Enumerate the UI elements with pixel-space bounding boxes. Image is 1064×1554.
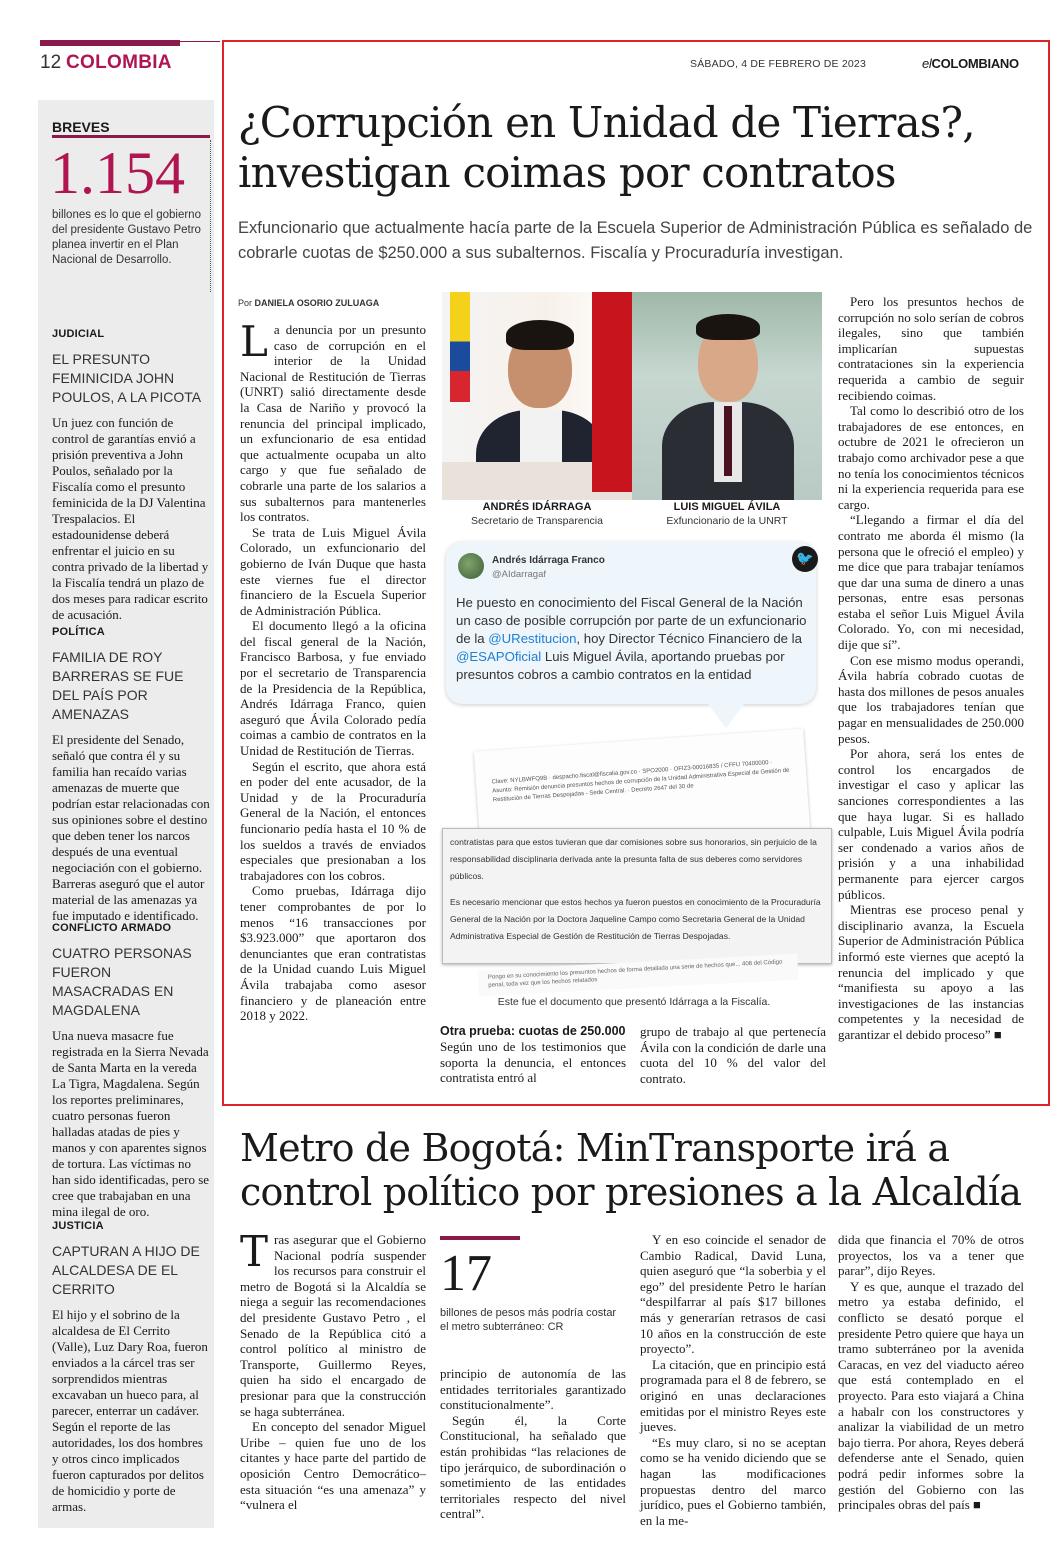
byline-author: DANIELA OSORIO ZULUAGA	[254, 298, 380, 308]
subhead-column	[440, 1024, 626, 1086]
tweet-author-name: Andrés Idárraga Franco	[492, 555, 605, 566]
brief-judicial	[52, 328, 210, 623]
tweet-text-part: Luis Miguel Ávila, aportando pruebas por presuntos cobros a cambio contratos en la entidad	[456, 649, 785, 682]
tweet-author-handle: @AIdarragaf	[492, 569, 547, 580]
photo-figure-hair	[696, 314, 760, 340]
tweet-tail	[708, 704, 744, 728]
article2-column-2	[440, 1366, 626, 1522]
tweet-text-part: He puesto en conocimiento del Fiscal General de la Nación un caso de posible corrupción por parte de un exfuncionario de la	[456, 595, 807, 646]
article2-column-4	[838, 1232, 1024, 1513]
header-accent-bar	[40, 40, 180, 46]
paragraph: grupo de trabajo al que pertenecía Ávila con la condición de darle una cuota del 10 % del valor del contrato.	[640, 1024, 826, 1086]
paragraph: Como pruebas, Idárraga dijo tener comprobantes de por lo menos “16 transacciones por $3.923.000” que aportaron dos denunciantes que eran contratistas de la Unidad cuando Luis Miguel Ávila trabajaba como asesor financiero y de planeación entre 2018 y 2022.	[240, 883, 426, 1024]
paragraph: El documento llegó a la oficina del fiscal general de la Nación, Francisco Barbosa, y fue enviado por el secretario de Transparencia de la Presidencia de la República, Andrés Idárraga Franco, quien aseguró que Ávila Colorado pedía coimas a cambio de contratos en la Unidad de Restitución de Tierras.	[240, 618, 426, 759]
paragraph: Según el escrito, que ahora está en poder del ente acusador, de la Unidad y de la Procuraduría General de la Nación, el entonces funcionario pedía hasta el 10 % de los sueldos a través de enviados especiales que presionaban a los trabajadores con los cobros.	[240, 758, 426, 883]
sidebar-breves	[38, 100, 214, 1528]
photo-caption-role-1: Secretario de Transparencia	[471, 515, 603, 527]
document-caption: Este fue el documento que presentó Idárraga a la Fiscalía.	[497, 996, 771, 1008]
masthead-name: COLOMBIANO	[931, 56, 1019, 71]
photo-red-banner	[592, 292, 632, 492]
paragraph: ras asegurar que el Gobierno Nacional podría suspender los recursos para construir el metro de Bogotá si la Alcaldía se niega a seguir las recomendaciones del presidente Gustavo Petro , el Senado de la República citó a control político al ministro de Transporte, Guillermo Reyes, quien ha sido el encargado de presionar para que la construcción se haga subterránea.	[240, 1232, 426, 1419]
sidebar-big-number: 1.154	[50, 140, 185, 206]
paragraph: a denuncia por un presunto caso de corrupción en el interior de la Unidad Nacional de Restitución de Tierras (UNRT) salió directamente desde la Casa de Nariño y provocó la renuncia del principal implicado, un exfuncionario de esa entidad que actualmente ocupaba un alto cargo y que fue señalado de cobrarle una parte de los salarios a sus subalternos para mantenerles los contratos.	[240, 322, 426, 525]
article-column-3	[838, 294, 1024, 1043]
paragraph: En concepto del senador Miguel Uribe – quien fue uno de los citantes y hace parte del partido de oposición Centro Democrático– esta situación “es una amenaza” y “vulnera el	[240, 1419, 426, 1513]
paragraph: Según uno de los testimonios que soporta la denuncia, el entonces contratista entró al	[440, 1039, 626, 1086]
document-scan-back-text: Clave: NYLBWFQ9B · despacho.fiscal@fiscalia.gov.co · SPO2000 · OFIZ3-00016835 / CFFU 70400000 · Asunto: Remisión denuncia presuntos hechos de corrupción de la Unidad Administrativa Especial de Gestión de Restitución de Tierras Despojadas - Sede Central. · Decreto 2647 del 30 de	[491, 759, 790, 804]
twitter-bird-icon: 🐦	[792, 546, 818, 572]
document-scan-excerpt-text	[450, 834, 822, 945]
drop-cap: L	[240, 317, 268, 366]
tweet-avatar	[458, 553, 484, 579]
article2-column-1	[240, 1227, 426, 1513]
tweet-mention: @ESAPOficial	[456, 649, 542, 664]
paragraph: Mientras ese proceso penal y disciplinario avanza, la Escuela Superior de Administración Pública informó este viernes que aceptó la renuncia del implicado y que “manifiesta su apoyo a las investigaciones de las instancias competentes y la necesidad de garantizar el debido proceso” ■	[838, 902, 1024, 1042]
brief-heading: EL PRESUNTO FEMINICIDA JOHN POULOS, A LA PICOTA	[52, 351, 202, 405]
brief-politica	[52, 626, 210, 924]
article-headline: ¿Corrupción en Unidad de Tierras?, investigan coimas por contratos	[238, 98, 975, 197]
paragraph: Según él, la Corte Constitucional, ha señalado que están prohibidas “las relaciones de tipo jerárquico, de subordinación o sometimiento de las entidades territoriales respecto del nivel central”.	[440, 1412, 626, 1522]
photo-caption-name-2: LUIS MIGUEL ÁVILA	[673, 501, 781, 513]
paragraph: La citación, que en principio está programada para el 8 de febrero, se originó en unas declaraciones emitidas por el ministro Reyes este jueves.	[640, 1356, 826, 1435]
paragraph: Por ahora, será los entes de control los encargados de investigar el caso y aplicar las sanciones correspondientes a las que haya lugar. Si es hallado culpable, Luis Miguel Ávila podría ser condenado a varios años de prisión y a una inhabilidad permanente para ejercer cargos públicos.	[838, 746, 1024, 902]
paragraph: Con ese mismo modus operandi, Ávila habría cobrado cuotas de hasta dos millones de pesos anuales que los trabajadores tenían que pagar en mensualidades de 250.000 pesos.	[838, 652, 1024, 746]
photo-figure-hair	[506, 320, 574, 350]
photo-luis-miguel-avila	[632, 292, 822, 500]
colombia-flag	[450, 292, 470, 402]
sidebar-dotted-rule	[210, 140, 211, 292]
tweet-mention: @URestitucion	[488, 631, 577, 646]
dateline: SÁBADO, 4 DE FEBRERO DE 2023	[690, 58, 866, 70]
sidebar-number-text: billones es lo que el gobierno del presidente Gustavo Petro planea invertir en el Plan Nacional de Desarrollo.	[52, 209, 201, 266]
byline-prefix: Por	[238, 298, 253, 308]
fact-number: 17	[440, 1245, 492, 1302]
drop-cap: T	[240, 1227, 269, 1276]
subhead-column-2	[640, 1024, 826, 1086]
brief-conflicto-armado	[52, 922, 210, 1220]
article2-headline: Metro de Bogotá: MinTransporte irá a control político por presiones a la Alcaldía	[240, 1126, 1022, 1214]
brief-kicker: POLÍTICA	[52, 626, 105, 638]
article-deck: Exfuncionario que actualmente hacía parte de la Escuela Superior de Administración Pública es señalado de cobrarle cuotas de $250.000 a sus subalternos. Fiscalía y Procuraduría investigan.	[238, 219, 1033, 262]
document-paragraph: Es necesario mencionar que estos hechos ya fueron puestos en conocimiento de la Procuraduría General de la Nación por la Doctora Jaqueline Campo como Secretaria General de la Unidad Administrativa Especial de Gestión de Restitución de Tierras Despojadas.	[450, 897, 821, 941]
tweet-text	[456, 594, 812, 684]
article-column-1	[240, 317, 426, 1024]
fact-text: billones de pesos más podría costar el metro subterráneo: CR	[440, 1307, 617, 1333]
brief-kicker: JUSTICIA	[52, 1220, 104, 1232]
paragraph: Pero los presuntos hechos de corrupción no solo serían de cobros ilegales, sino que también implicarían supuestas contrataciones sin la experiencia requerida a cambio de seguir recibiendo coimas.	[838, 294, 1024, 403]
photo-caption-role-2: Exfuncionario de la UNRT	[666, 515, 788, 527]
document-paragraph: contratistas para que estos tuvieran que dar comisiones sobre sus honorarios, sin perjuicio de la responsabilidad disciplinaria derivada ante la presunta falta de sus deberes como servidores públicos.	[450, 837, 817, 881]
byline	[238, 298, 379, 308]
brief-body: Un juez con función de control de garantías envió a prisión preventiva a John Poulos, señalado por la Fiscalía como el presunto feminicida de la DJ Valentina Trespalacios. El estadounidense deberá enfrentar el juicio en su contra privado de la libertad y la Fiscalía tendrá un plazo de dos meses para radicar escrito de acusación.	[52, 415, 209, 622]
paragraph: Se trata de Luis Miguel Ávila Colorado, un exfuncionario del gobierno de Iván Duque que hasta este viernes fue el director financiero de la Escuela Superior de Administración Pública.	[240, 524, 426, 618]
masthead-logo	[922, 56, 1019, 71]
brief-kicker: CONFLICTO ARMADO	[52, 922, 172, 934]
paragraph: Y en eso coincide el senador de Cambio Radical, David Luna, quien aseguró que “la soberbia y el ego” del presidente Petro le harían “despilfarrar al país $17 billones más y generarían retrasos de casi 10 años en la construcción de este proyecto”.	[640, 1232, 826, 1357]
brief-heading: CAPTURAN A HIJO DE ALCALDESA DE EL CERRITO	[52, 1243, 200, 1297]
brief-body: Una nueva masacre fue registrada en la Sierra Nevada de Santa Marta en la vereda La Tigra, Magdalena. Según los reportes preliminares, cuatro personas fueron halladas atadas de pies y manos y con aparentes signos de tortura. Las víctimas no han sido identificadas, pero se cree que trabajaban en una mina ilegal de oro.	[52, 1028, 210, 1219]
tweet-text-part: , hoy Director Técnico Financiero de la	[576, 631, 802, 646]
paragraph: dida que financia el 70% de otros proyectos, los va a tener que parar”, dijo Reyes.	[838, 1232, 1024, 1279]
subhead: Otra prueba: cuotas de 250.000	[440, 1024, 626, 1038]
sidebar-kicker: BREVES	[52, 119, 110, 135]
photo-figure-tie	[724, 406, 732, 476]
brief-kicker: JUDICIAL	[52, 328, 105, 340]
page-number: 12	[40, 52, 62, 73]
fact-accent-bar	[440, 1236, 520, 1240]
section-name: COLOMBIA	[66, 52, 172, 73]
masthead-el: el	[922, 56, 932, 71]
photo-caption-name-1: ANDRÉS IDÁRRAGA	[482, 501, 592, 513]
sidebar-accent-bar	[52, 135, 210, 138]
brief-heading: CUATRO PERSONAS FUERON MASACRADAS EN MAGDALENA	[52, 945, 192, 1018]
paragraph: Tal como lo describió otro de los trabajadores de ese entonces, en octubre de 2021 le ofrecieron un trabajo como archivador pese a que no tenía los conocimientos técnicos ni la experiencia requerida para ese cargo.	[838, 403, 1024, 512]
article2-column-3	[640, 1232, 826, 1528]
document-scan-bottom: Pongo en su conocimiento los presuntos hechos de forma detallada una serie de hechos que... 408 del Código penal, toda vez que los hechos relatados	[478, 954, 799, 997]
brief-body: El presidente del Senado, señaló que contra él y su familia han recaído varias amenazas de muerte que podrían estar relacionadas con sus opiniones sobre el destino que deben tener los narcos después de una eventual negociación con el gobierno. Barreras aseguró que el autor material de las amenazas ya fue imputado e identificado.	[52, 732, 210, 923]
paragraph: “Llegando a firmar el día del contrato me aborda él mismo (la persona que le ofreció el empleo) y me dice que para trabajar teníamos que dar una suma de dinero a unas personas, entre esas personas estaba el señor Luis Miguel Ávila Colorado. Yo, con mi necesidad, dije que sí”.	[838, 512, 1024, 653]
paragraph: “Es muy claro, si no se aceptan como se ha venido diciendo que se hagan las modificaciones propuestas dentro del marco jurídico, pues el Gobierno también, en la me-	[640, 1434, 826, 1528]
brief-body: El hijo y el sobrino de la alcaldesa de El Cerrito (Valle), Luz Dary Roa, fueron enviados a la cárcel tras ser sorprendidos mientras excavaban un hueco para, al parecer, enterrar un cadáver. Según el reporte de las autoridades, los dos hombres y otros cinco implicados fueron capturados por delitos de homicidio y porte de armas.	[52, 1307, 208, 1514]
paragraph: Y es que, aunque el trazado del metro ya estaba definido, el conflicto se desató porque el presidente Petro quiere que haya un tramo subterráneo por la avenida Caracas, en vez del viaducto aéreo que está contemplado en el proyecto. Para esto viajará a China a habalr con los constructores y analizar la viabilidad de un metro bajo tierra. Por ahora, Reyes deberá defenderse ante el Senado, quien podrá pedir informes sobre la gestión del Gobierno con las principales obras del país ■	[838, 1278, 1024, 1513]
paragraph: principio de autonomía de las entidades territoriales garantizado constitucionalmente”.	[440, 1366, 626, 1413]
brief-heading: FAMILIA DE ROY BARRERAS SE FUE DEL PAÍS POR AMENAZAS	[52, 649, 184, 722]
header-rule	[180, 41, 220, 42]
brief-justicia	[52, 1220, 210, 1515]
